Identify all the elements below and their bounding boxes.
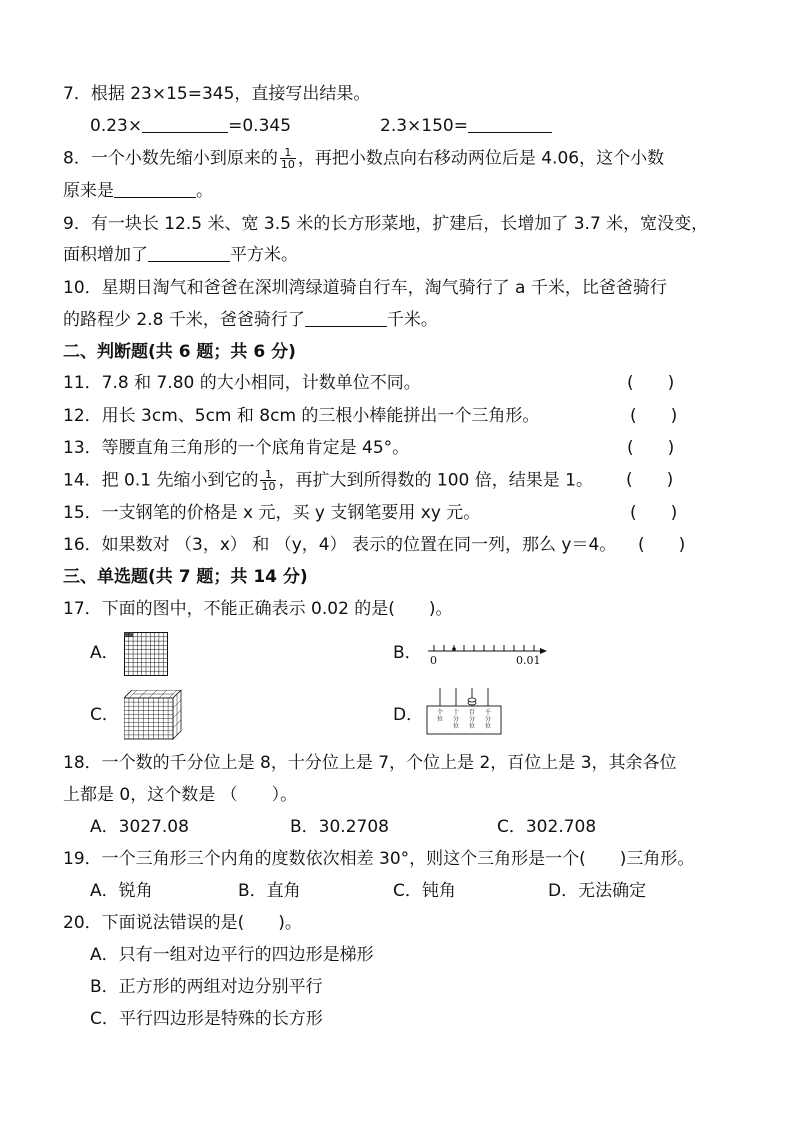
question-18-line2: 上都是 0，这个数是 （ ）。 xyxy=(63,785,298,805)
q8-line2-pre: 原来是 xyxy=(63,181,114,201)
q19-option-a[interactable]: A．锐角 xyxy=(90,881,153,901)
q18-option-c[interactable]: C．302.708 xyxy=(497,817,597,837)
question-19: 19．一个三角形三个内角的度数依次相差 30°，则这个三角形是一个( )三角形。 xyxy=(63,849,695,869)
q19-option-c[interactable]: C．钝角 xyxy=(393,881,456,901)
question-10-line2 xyxy=(63,309,438,331)
question-10: 10．星期日淘气和爸爸在深圳湾绿道骑自行车，淘气骑行了 a 千米，比爸爸骑行 xyxy=(63,278,667,298)
q9-line2-pre: 面积增加了 xyxy=(63,245,148,265)
question-15: 15．一支钢笔的价格是 x 元，买 y 支钢笔要用 xy 元。 xyxy=(63,503,481,523)
q10-line2-post: 千米。 xyxy=(386,310,438,330)
q7-answer-2 xyxy=(380,115,552,137)
q17-option-d-label[interactable]: D． xyxy=(393,705,424,725)
question-13: 13．等腰直角三角形的一个底角肯定是 45°。 xyxy=(63,438,410,458)
q7-a1-pre: 0.23× xyxy=(90,116,143,136)
q18-option-b[interactable]: B．30.2708 xyxy=(290,817,389,837)
q20-option-c[interactable]: C．平行四边形是特殊的长方形 xyxy=(90,1009,323,1029)
q17-d-label-thousandths: 千 xyxy=(485,709,492,716)
q8-blank[interactable] xyxy=(114,181,196,198)
question-9-line2 xyxy=(63,244,298,266)
q17-b-left-tick-label: 0 xyxy=(430,654,437,666)
q17-option-d-abacus-figure xyxy=(426,686,502,736)
q19-option-d[interactable]: D．无法确定 xyxy=(548,881,647,901)
q7-a1-post: =0.345 xyxy=(228,116,292,136)
q13-answer-paren[interactable]: ( ) xyxy=(627,438,675,458)
q17-d-label-thousandths-3: 位 xyxy=(485,723,492,730)
question-7: 7．根据 23×15=345，直接写出结果。 xyxy=(63,84,371,104)
q14-answer-paren[interactable]: ( ) xyxy=(626,470,674,490)
q20-option-a[interactable]: A．只有一组对边平行的四边形是梯形 xyxy=(90,945,374,965)
q17-d-label-ones: 个 xyxy=(437,709,444,716)
q7-blank-2[interactable] xyxy=(468,116,552,133)
q20-option-b[interactable]: B．正方形的两组对边分别平行 xyxy=(90,977,323,997)
section-3-heading: 三、单选题(共 7 题；共 14 分) xyxy=(63,567,308,587)
question-20: 20．下面说法错误的是( )。 xyxy=(63,913,302,933)
q7-blank-1[interactable] xyxy=(142,116,228,133)
q14-post: ，再扩大到所得数的 100 倍，结果是 1。 xyxy=(278,470,593,491)
q8-pre: 8．一个小数先缩小到原来的 xyxy=(63,148,278,169)
question-11: 11．7.8 和 7.80 的大小相同，计数单位不同。 xyxy=(63,373,421,393)
q17-option-a-label[interactable]: A． xyxy=(90,643,119,663)
q17-option-b-label[interactable]: B． xyxy=(393,643,422,663)
q7-answer-1 xyxy=(90,115,291,137)
q14-frac-den: 10 xyxy=(261,480,276,493)
q17-d-label-tenths-3: 位 xyxy=(453,723,460,730)
q16-answer-paren[interactable]: ( ) xyxy=(638,535,686,555)
q10-line2-pre: 的路程少 2.8 千米，爸爸骑行了 xyxy=(63,310,305,330)
q17-d-label-tenths: 十 xyxy=(453,709,460,716)
q17-d-label-hundredths: 百 xyxy=(469,709,476,716)
q8-frac-num: 1 xyxy=(280,147,296,159)
q8-line2-post: 。 xyxy=(196,181,213,201)
question-8 xyxy=(63,147,664,170)
q8-fraction xyxy=(280,147,296,170)
q17-d-label-hundredths-3: 位 xyxy=(469,723,476,730)
question-18: 18．一个数的千分位上是 8，十分位上是 7，个位上是 2，百位上是 3，其余各位 xyxy=(63,753,677,773)
question-14 xyxy=(63,469,593,492)
question-16: 16．如果数对 （3，x） 和 （y，4） 表示的位置在同一列，那么 y＝4。 xyxy=(63,535,617,555)
q17-d-label-tenths-2: 分 xyxy=(453,716,460,723)
question-8-line2 xyxy=(63,180,213,202)
section-2-heading: 二、判断题(共 6 题；共 6 分) xyxy=(63,342,296,362)
q17-option-b-number-line xyxy=(426,640,548,666)
q14-fraction xyxy=(260,469,276,492)
q17-d-label-hundredths-2: 分 xyxy=(469,716,476,723)
question-17: 17．下面的图中，不能正确表示 0.02 的是( )。 xyxy=(63,599,453,619)
q17-option-c-label[interactable]: C． xyxy=(90,705,119,725)
q14-frac-num: 1 xyxy=(260,469,276,481)
q8-frac-den: 10 xyxy=(280,158,295,171)
q11-answer-paren[interactable]: ( ) xyxy=(627,373,675,393)
q17-option-c-cube-figure xyxy=(124,690,182,740)
q15-answer-paren[interactable]: ( ) xyxy=(630,503,678,523)
q17-b-right-tick-label: 0.01 xyxy=(516,654,541,666)
question-12: 12．用长 3cm、5cm 和 8cm 的三根小棒能拼出一个三角形。 xyxy=(63,406,540,426)
q9-line2-post: 平方米。 xyxy=(230,245,298,265)
q10-blank[interactable] xyxy=(305,310,387,327)
q8-post: ，再把小数点向右移动两位后是 4.06，这个小数 xyxy=(297,148,665,169)
q14-pre: 14．把 0.1 先缩小到它的 xyxy=(63,470,259,491)
q17-d-label-ones-2: 位 xyxy=(437,716,444,723)
q17-d-label-thousandths-2: 分 xyxy=(485,716,492,723)
q9-blank[interactable] xyxy=(148,245,230,262)
q19-option-b[interactable]: B．直角 xyxy=(238,881,301,901)
q12-answer-paren[interactable]: ( ) xyxy=(630,406,678,426)
q18-option-a[interactable]: A．3027.08 xyxy=(90,817,189,837)
q7-a2-pre: 2.3×150= xyxy=(380,116,468,136)
q17-option-a-grid-figure xyxy=(124,632,168,676)
question-9: 9．有一块长 12.5 米、宽 3.5 米的长方形菜地，扩建后，长增加了 3.7 米，宽没变， xyxy=(63,214,709,234)
